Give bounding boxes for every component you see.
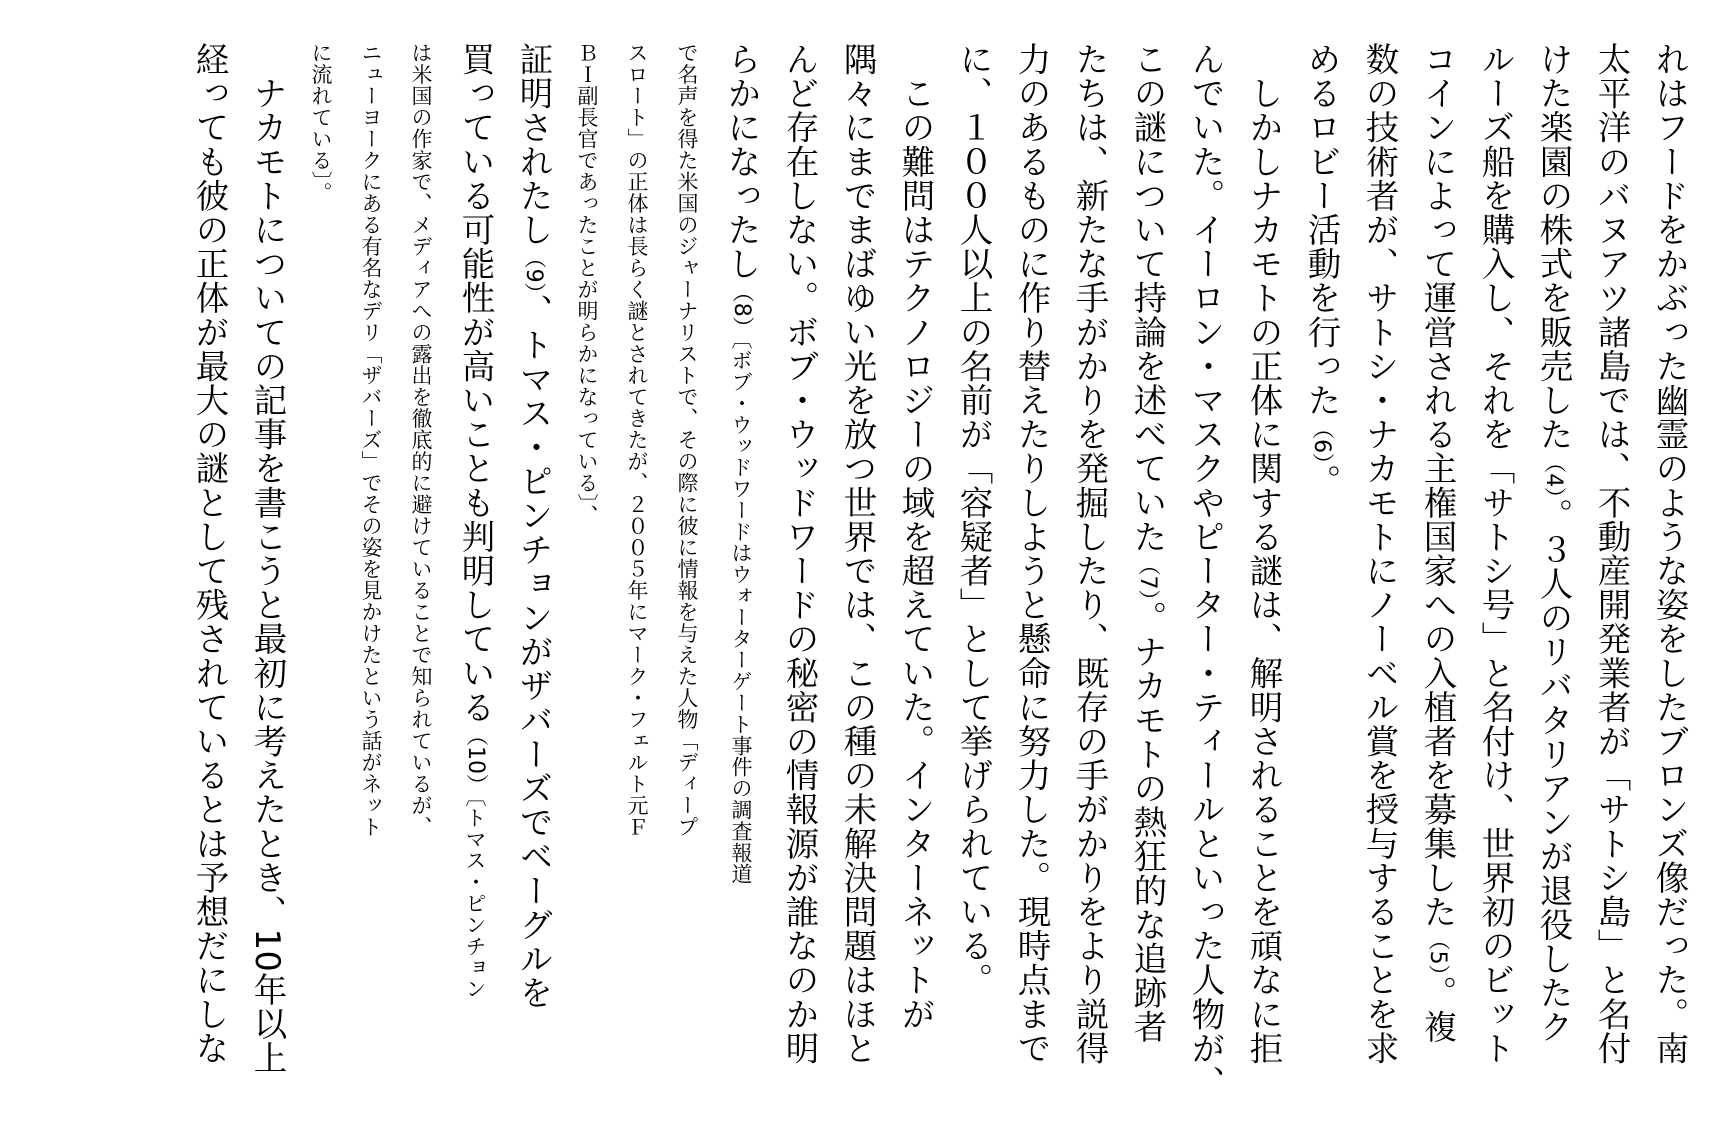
text-segment: らかになったし xyxy=(722,42,761,281)
body-text-line xyxy=(1408,42,1466,1102)
text-segment: 数の技術者が、サトシ・ナカモトにノーベル賞を授与することを求 xyxy=(1360,42,1399,1065)
text-segment: 、トマス・ピンチョンがザバーズでベーグルを xyxy=(514,293,553,1010)
vertical-text-body xyxy=(180,42,1698,1102)
footnote-reference: （4） xyxy=(1541,451,1566,499)
text-segment: たちは、新たな手がかりを発掘したり、既存の手がかりをより説得 xyxy=(1070,42,1109,1065)
body-text-line xyxy=(1176,42,1234,1102)
body-text-line xyxy=(1466,42,1524,1102)
body-text-line xyxy=(944,42,1002,1102)
text-segment: この難問はテクノロジーの域を超えていた。インターネットが xyxy=(896,42,935,1031)
footnote-reference: （5） xyxy=(1425,928,1450,976)
body-text-line xyxy=(1292,42,1350,1102)
text-segment: 。複 xyxy=(1418,975,1457,1044)
body-text-line xyxy=(238,42,296,1102)
body-text-line xyxy=(1002,42,1060,1102)
translator-note-line xyxy=(346,42,396,1102)
body-text-line xyxy=(1060,42,1118,1102)
text-segment: 。 xyxy=(1302,464,1341,499)
footnote-reference: （7） xyxy=(1135,553,1160,601)
text-segment: に流れている〕。 xyxy=(309,42,333,204)
body-text-line xyxy=(446,42,504,1102)
translator-note-line xyxy=(296,42,346,1102)
text-segment: 。３人のリバタリアンが退役したク xyxy=(1534,498,1573,1044)
body-text-line xyxy=(504,42,562,1102)
body-text-line xyxy=(1582,42,1640,1102)
body-text-line xyxy=(712,42,770,1102)
text-segment: は米国の作家で、メディアへの露出を徹底的に避けていることで知られているが、 xyxy=(409,42,433,838)
text-segment: 隅々にまでまばゆい光を放つ世界では、この種の未解決問題はほと xyxy=(838,42,877,1065)
body-text-line xyxy=(886,42,944,1102)
text-segment: 力のあるものに作り替えたりしようと懸命に努力した。現時点まで xyxy=(1012,42,1051,1065)
translator-note-line xyxy=(562,42,612,1102)
text-segment: しかしナカモトの正体に関する謎は、解明されることを頑なに拒 xyxy=(1244,42,1283,1065)
text-segment: この謎について持論を述べていた xyxy=(1128,42,1167,554)
text-segment: けた楽園の株式を販売した xyxy=(1534,42,1573,452)
translator-note-line xyxy=(612,42,662,1102)
text-segment: ルーズ船を購入し、それを「サトシ号」と名付け、世界初のビット xyxy=(1476,42,1515,1065)
text-segment: に、１００人以上の名前が「容疑者」として挙げられている。 xyxy=(954,42,993,997)
text-segment: 経っても彼の正体が最大の謎として残されているとは予想だにしな xyxy=(190,42,229,1065)
text-segment: ナカモトについての記事を書こうと最初に考えたとき、10年以上 xyxy=(248,42,287,1075)
text-segment: んど存在しない。ボブ・ウッドワードの秘密の情報源が誰なのか明 xyxy=(780,42,819,1065)
text-segment: スロート」の正体は長らく謎とされてきたが、２００５年にマーク・フェルト元Ｆ xyxy=(625,42,649,838)
body-text-line xyxy=(1640,42,1698,1102)
footnote-reference: （10） xyxy=(463,724,488,796)
footnote-reference: （6） xyxy=(1309,417,1334,465)
body-text-line xyxy=(770,42,828,1102)
text-segment: れはフードをかぶった幽霊のような姿をしたブロンズ像だった。南 xyxy=(1650,42,1689,1065)
body-text-line xyxy=(1234,42,1292,1102)
text-segment: めるロビー活動を行った xyxy=(1302,42,1341,418)
body-text-line xyxy=(1118,42,1176,1102)
translator-note-text: 〔トマス・ピンチョン xyxy=(463,796,487,1000)
text-segment: ＢＩ副長官であったことが明らかになっている〕、 xyxy=(575,42,599,526)
translator-note-line xyxy=(396,42,446,1102)
translator-note-text: 〔ボブ・ウッドワードはウォーターゲート事件の調査報道 xyxy=(729,338,753,885)
text-segment: 証明されたし xyxy=(514,42,553,247)
body-text-line xyxy=(180,42,238,1102)
text-segment: 太平洋のバヌアツ諸島では、不動産開発業者が「サトシ島」と名付 xyxy=(1592,42,1631,1065)
text-segment: コインによって運営される主権国家への入植者を募集した xyxy=(1418,42,1457,929)
body-text-line xyxy=(1350,42,1408,1102)
footnote-reference: （9） xyxy=(521,246,546,294)
text-segment: んでいた。イーロン・マスクやピーター・ティールといった人物が、 xyxy=(1186,42,1225,1100)
body-text-line xyxy=(1524,42,1582,1102)
text-segment: で名声を得た米国のジャーナリストで、その際に彼に情報を与えた人物「ディープ xyxy=(675,42,699,838)
text-segment: ニューヨークにある有名なデリ「ザバーズ」でその姿を見かけたという話がネット xyxy=(359,42,383,838)
footnote-reference: （8） xyxy=(729,280,754,339)
translator-note-line xyxy=(662,42,712,1102)
text-segment: 買っている可能性が高いことも判明している xyxy=(456,42,495,724)
text-segment: 。ナカモトの熱狂的な追跡者 xyxy=(1128,600,1167,1044)
body-text-line xyxy=(828,42,886,1102)
